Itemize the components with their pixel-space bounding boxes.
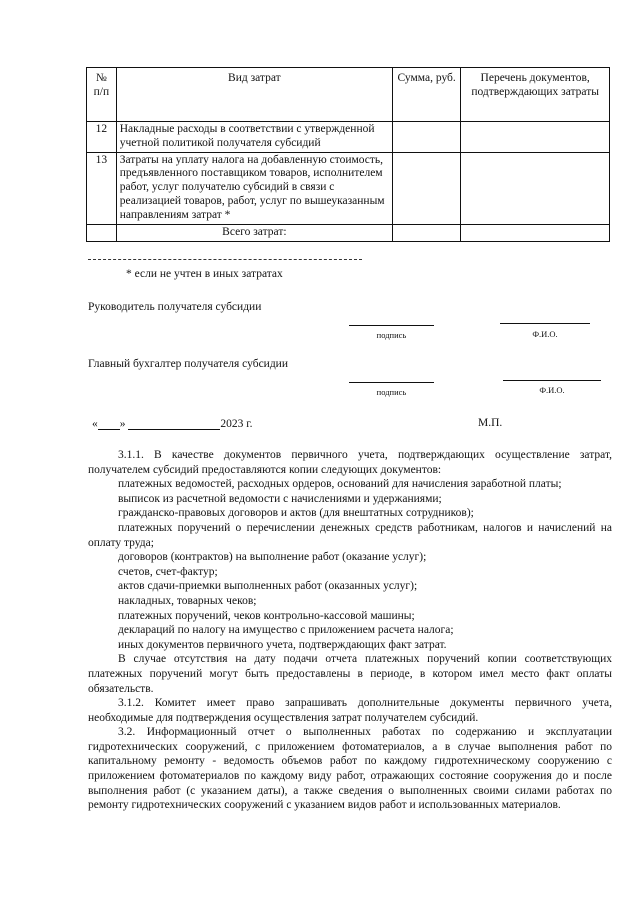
table-row [87, 152, 610, 224]
total-sum-cell [393, 224, 461, 241]
table-header-row [87, 68, 610, 122]
paragraph-3-1-1: 3.1.1. В качестве документов первичного учета, подтверждающих осуществление затрат, получателем субсидий предоставляются копии следующих документов: [88, 449, 612, 476]
signature-title-accountant: Главный бухгалтер получателя субсидии [88, 358, 288, 370]
list-item: выписок из расчетной ведомости с начислениями и удержаниями; [118, 492, 442, 505]
paragraph-absence: В случае отсутствия на дату подачи отчета платежных поручений копии соответствующих платежных поручений могут быть предоставлены в периоде, в котором имел место факт оплаты обязательств. [88, 653, 612, 695]
signature-title-head: Руководитель получателя субсидии [88, 301, 262, 313]
list-item: актов сдачи-приемки выполненных работ (оказанных услуг); [118, 580, 418, 593]
date-day-blank [98, 417, 120, 430]
list-item: договоров (контрактов) на выполнение работ (оказание услуг); [118, 551, 427, 564]
name-caption-head: Ф.И.О. [532, 329, 558, 339]
stamp-mark: М.П. [478, 417, 503, 429]
date-open-quote: « [92, 418, 98, 430]
footnote-separator [88, 259, 362, 260]
costs-table [86, 67, 610, 242]
list-item: платежных поручений, чеков контрольно-кассовой машины; [118, 609, 415, 622]
signature-caption-accountant: подпись [376, 387, 407, 397]
total-num-cell [87, 224, 117, 241]
paragraph-3-2: 3.2. Информационный отчет о выполненных работах по содержанию и эксплуатации гидротехнических сооружений, с приложением фотоматериалов, а в случае выполнения работ по капитальному ремонту - ведомость объемов работ по каждому гидротехническому сооружению с приложением фотоматериалов по каждому виду работ, отражающих состояние сооружения до и после выполнения работ (с указанием даты), а также сведения о выполненных своими силами работах по ремонту гидротехнических сооружений с указанием видов работ и использованных материалов. [88, 726, 612, 812]
table-row [87, 122, 610, 153]
paragraph-3-1-2: 3.1.2. Комитет имеет право запрашивать дополнительные документы первичного учета, необходимые для подтверждения осуществления затрат получателем субсидий. [88, 697, 612, 724]
total-docs-cell [461, 224, 610, 241]
list-item: счетов, счет-фактур; [118, 565, 218, 578]
date-close-quote: » [119, 418, 126, 430]
header-name: Вид затрат [116, 68, 392, 122]
list-item: платежных ведомостей, расходных ордеров, оснований для начисления заработной платы; [118, 478, 562, 491]
row-num: 13 [87, 152, 117, 224]
list-item: иных документов первичного учета, подтверждающих факт затрат. [118, 638, 447, 651]
list-item: платежных поручений о перечислении денежных средств работникам, налогов и начислений на оплату труда; [88, 521, 612, 549]
list-item: гражданско-правовых договоров и актов (для внештатных сотрудников); [118, 507, 474, 520]
name-caption-accountant: Ф.И.О. [539, 385, 565, 395]
date-year: 2023 г. [220, 418, 253, 430]
row-num: 12 [87, 122, 117, 153]
footnote: * если не учтен в иных затратах [126, 268, 283, 280]
name-line-accountant [503, 380, 601, 381]
header-num: № п/п [87, 68, 117, 122]
list-item: накладных, товарных чеков; [118, 594, 257, 607]
date-month-blank [128, 417, 220, 430]
row-docs [461, 152, 610, 224]
document-body [88, 448, 612, 813]
row-name: Затраты на уплату налога на добавленную стоимость, предъявленного поставщиком товаров, исполнителем работ, услуг получателю субсидий в связи с реализацией товаров, работ, услуг по вышеуказанным направлениям затрат * [116, 152, 392, 224]
list-item: деклараций по налогу на имущество с приложением расчета налога; [118, 624, 454, 637]
header-docs: Перечень документов, подтверждающих затраты [461, 68, 610, 122]
row-sum [393, 122, 461, 153]
name-line-head [500, 323, 590, 324]
date-line [92, 417, 253, 430]
header-sum: Сумма, руб. [393, 68, 461, 122]
total-label: Всего затрат: [116, 224, 392, 241]
row-name: Накладные расходы в соответствии с утвержденной учетной политикой получателя субсидий [116, 122, 392, 153]
table-total-row [87, 224, 610, 241]
signature-line-accountant [349, 382, 434, 383]
row-sum [393, 152, 461, 224]
row-docs [461, 122, 610, 153]
signature-line-head [349, 325, 434, 326]
signature-caption-head: подпись [376, 330, 407, 340]
